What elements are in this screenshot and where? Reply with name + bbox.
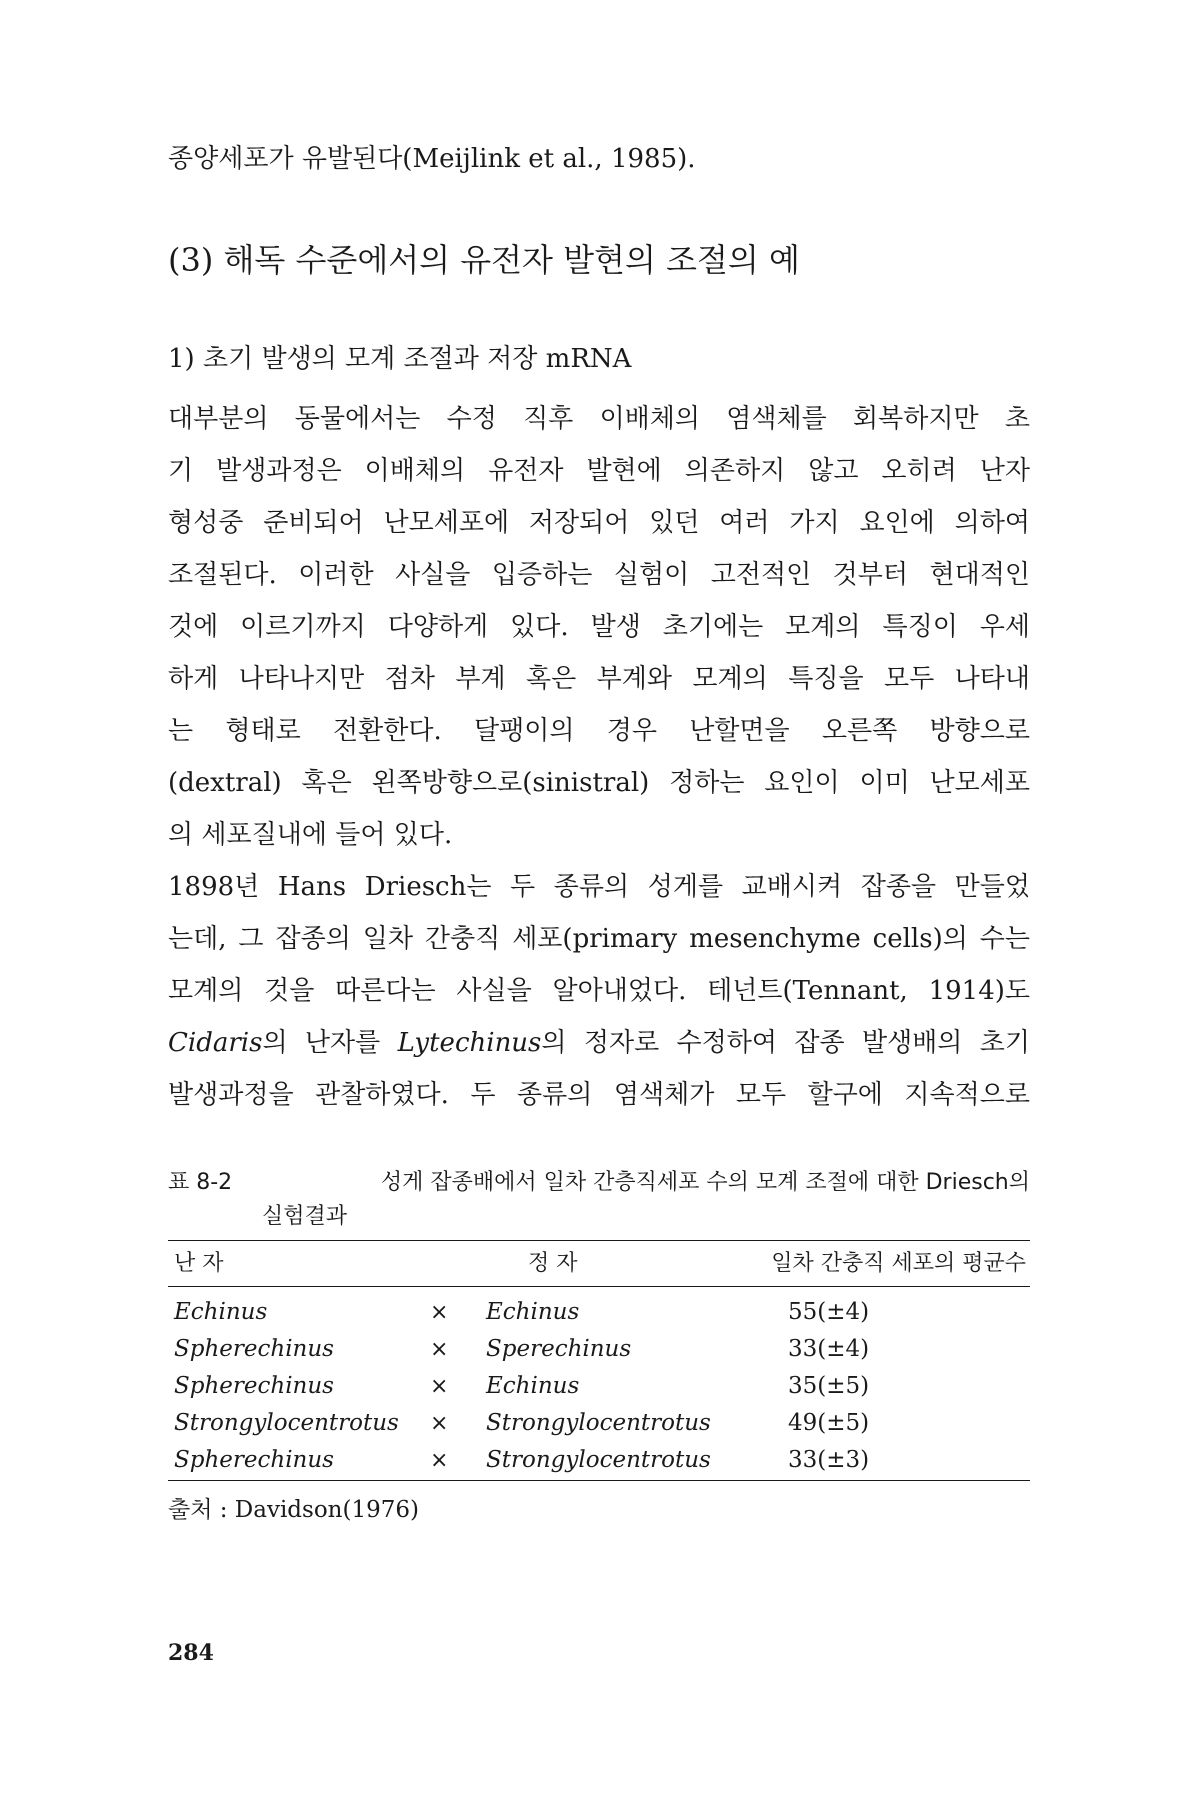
table-row: [168, 1368, 1030, 1405]
genus-name: Cidaris: [168, 1028, 263, 1058]
table-row: [168, 1331, 1030, 1368]
section-heading: (3) 해독 수준에서의 유전자 발현의 조절의 예: [168, 241, 800, 279]
table-top-rule: [168, 1240, 1030, 1241]
mean-cell-count: 33(±4): [788, 1336, 870, 1362]
paragraph-line: 기 발생과정은 이배체의 유전자 발현에 의존하지 않고 오히려 난자: [168, 456, 1030, 486]
table-header-rule: [168, 1286, 1030, 1287]
mean-cell-count: 55(±4): [788, 1299, 870, 1325]
egg-species: Spherechinus: [174, 1373, 334, 1399]
egg-species: Echinus: [174, 1299, 268, 1325]
egg-species: Strongylocentrotus: [174, 1410, 399, 1436]
paragraph-line: 것에 이르기까지 다양하게 있다. 발생 초기에는 모계의 특징이 우세: [168, 612, 1030, 642]
sperm-species: Sperechinus: [486, 1336, 632, 1362]
table-row: [168, 1405, 1030, 1442]
cross-symbol: ×: [430, 1448, 449, 1473]
cross-symbol: ×: [430, 1300, 449, 1325]
paragraph-line: 하게 나타나지만 점차 부계 혹은 부계와 모계의 특징을 모두 나타내: [168, 664, 1030, 694]
table-header-cell-count: 일차 간충직 세포의 평균수: [771, 1251, 1026, 1276]
table-caption-label: 표 8-2: [168, 1170, 233, 1195]
paragraph-line-italic-genera: [168, 1024, 1030, 1062]
paragraph-line: 모계의 것을 따른다는 사실을 알아내었다. 테넌트(Tennant, 1914)도: [168, 976, 1030, 1006]
sperm-species: Strongylocentrotus: [486, 1447, 711, 1473]
egg-species: Spherechinus: [174, 1447, 334, 1473]
table-caption: [168, 1166, 1030, 1234]
table-header-egg: 난 자: [174, 1251, 224, 1276]
table-bottom-rule: [168, 1480, 1030, 1481]
paragraph-line: 형성중 준비되어 난모세포에 저장되어 있던 여러 가지 요인에 의하여: [168, 508, 1030, 538]
subsection-heading: 1) 초기 발생의 모계 조절과 저장 mRNA: [168, 344, 632, 374]
table-body: [168, 1294, 1030, 1479]
paragraph-text: 의 정자로 수정하여 잡종 발생배의 초기: [541, 1028, 1030, 1058]
cross-symbol: ×: [430, 1411, 449, 1436]
mean-cell-count: 35(±5): [788, 1373, 870, 1399]
mean-cell-count: 49(±5): [788, 1410, 870, 1436]
paragraph-line: 대부분의 동물에서는 수정 직후 이배체의 염색체를 회복하지만 초: [168, 404, 1030, 434]
table-caption-text-continued: 실험결과: [262, 1204, 348, 1229]
genus-name: Lytechinus: [397, 1028, 542, 1058]
cross-symbol: ×: [430, 1337, 449, 1362]
paragraph-line: 는 형태로 전환한다. 달팽이의 경우 난할면을 오른쪽 방향으로: [168, 716, 1030, 746]
paragraph-line: 의 세포질내에 들어 있다.: [168, 820, 453, 850]
table-header-sperm: 정 자: [528, 1251, 578, 1276]
intro-text-line: 종양세포가 유발된다(Meijlink et al., 1985).: [168, 144, 696, 174]
cross-symbol: ×: [430, 1374, 449, 1399]
table-source-note: 출처 : Davidson(1976): [168, 1497, 419, 1523]
table-row: [168, 1294, 1030, 1331]
paragraph-line: 는데, 그 잡종의 일차 간충직 세포(primary mesenchyme cells)의 수는: [168, 924, 1030, 954]
table-caption-text: 성게 잡종배에서 일차 간층직세포 수의 모계 조절에 대한 Driesch의: [380, 1170, 1030, 1195]
paragraph-line: (dextral) 혹은 왼쪽방향으로(sinistral) 정하는 요인이 이미 난모세포: [168, 768, 1030, 798]
sperm-species: Strongylocentrotus: [486, 1410, 711, 1436]
mean-cell-count: 33(±3): [788, 1447, 870, 1473]
paragraph-text: 의 난자를: [262, 1028, 398, 1058]
paragraph-line: 1898년 Hans Driesch는 두 종류의 성게를 교배시켜 잡종을 만들었: [168, 872, 1030, 902]
page-number: 284: [168, 1640, 214, 1666]
sperm-species: Echinus: [486, 1373, 580, 1399]
table-header-row: [168, 1242, 1030, 1286]
paragraph-line: 조절된다. 이러한 사실을 입증하는 실험이 고전적인 것부터 현대적인: [168, 560, 1030, 590]
sperm-species: Echinus: [486, 1299, 580, 1325]
paragraph-line: 발생과정을 관찰하였다. 두 종류의 염색체가 모두 할구에 지속적으로: [168, 1080, 1030, 1110]
egg-species: Spherechinus: [174, 1336, 334, 1362]
table-row: [168, 1442, 1030, 1479]
